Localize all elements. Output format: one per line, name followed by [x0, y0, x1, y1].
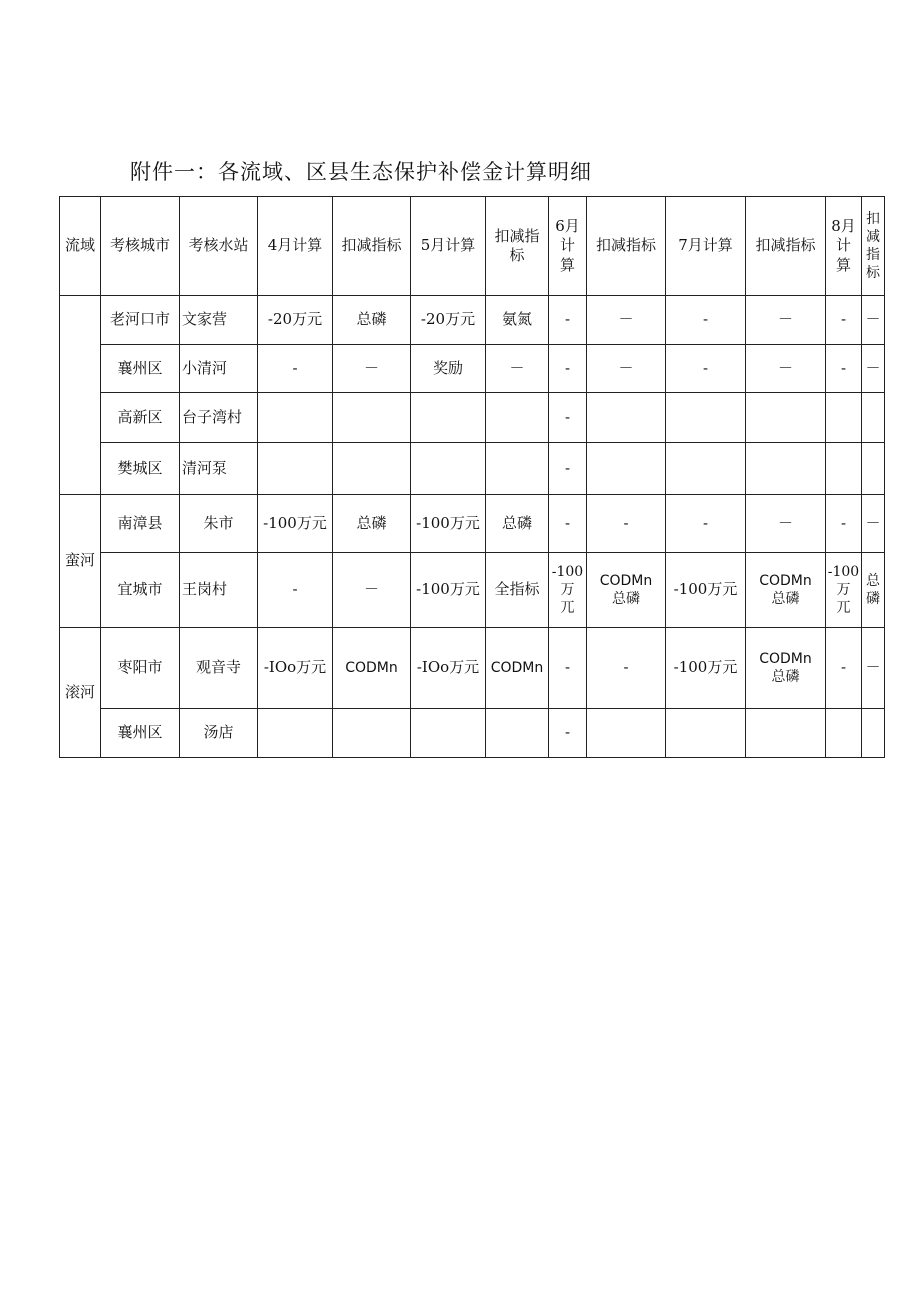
table-row	[60, 495, 885, 553]
table-cell: －	[862, 345, 885, 393]
compensation-table	[59, 196, 885, 758]
basin-cell: 蛮河	[60, 495, 101, 628]
table-cell	[411, 709, 486, 758]
table-cell: 氨氮	[486, 296, 549, 345]
table-cell: -	[549, 296, 587, 345]
header-cell: 扣减指 标	[486, 197, 549, 296]
table-cell: -20万元	[258, 296, 333, 345]
document-title: 附件一：各流域、区县生态保护补偿金计算明细	[130, 160, 592, 184]
table-cell	[258, 393, 333, 443]
table-row	[60, 443, 885, 495]
table-cell	[333, 709, 411, 758]
table-row	[60, 553, 885, 628]
table-cell: -	[826, 628, 862, 709]
table-cell: -	[587, 495, 666, 553]
table-cell	[587, 443, 666, 495]
table-cell	[862, 443, 885, 495]
header-cell: 扣减指标	[333, 197, 411, 296]
table-cell: 总磷	[333, 495, 411, 553]
table-cell	[746, 709, 826, 758]
table-cell	[826, 443, 862, 495]
table-cell: －	[746, 296, 826, 345]
table-cell: 小清河	[180, 345, 258, 393]
table-cell: -100万元	[666, 628, 746, 709]
header-cell: 4月计算	[258, 197, 333, 296]
table-cell: 总磷	[486, 495, 549, 553]
table-cell: CODMn 总磷	[746, 553, 826, 628]
table-cell: －	[486, 345, 549, 393]
table-cell	[746, 443, 826, 495]
header-cell: 6月 计 算	[549, 197, 587, 296]
table-cell: -IOo万元	[258, 628, 333, 709]
table-row	[60, 393, 885, 443]
table-cell: -IOo万元	[411, 628, 486, 709]
table-row	[60, 709, 885, 758]
table-cell: -100万元	[411, 495, 486, 553]
table-cell	[826, 393, 862, 443]
table-cell	[258, 709, 333, 758]
table-cell	[411, 443, 486, 495]
table-cell: 襄州区	[101, 345, 180, 393]
header-row	[60, 197, 885, 296]
table-cell: 樊城区	[101, 443, 180, 495]
table-cell: -	[549, 709, 587, 758]
table-cell	[666, 393, 746, 443]
table-cell: -100万元	[666, 553, 746, 628]
table-cell	[587, 393, 666, 443]
header-cell: 扣减指标	[587, 197, 666, 296]
table-cell: -100 万 兀	[826, 553, 862, 628]
header-cell: 流域	[60, 197, 101, 296]
table-cell	[486, 443, 549, 495]
table-cell: －	[746, 495, 826, 553]
header-cell: 考核城市	[101, 197, 180, 296]
table-cell: －	[746, 345, 826, 393]
table-cell	[862, 709, 885, 758]
table-cell: -	[549, 345, 587, 393]
header-cell: 扣 减 指 标	[862, 197, 885, 296]
table-cell	[826, 709, 862, 758]
table-cell: -	[549, 495, 587, 553]
header-cell: 考核水站	[180, 197, 258, 296]
table-cell: -	[826, 495, 862, 553]
table-cell	[862, 393, 885, 443]
header-cell: 扣减指标	[746, 197, 826, 296]
table-cell: -	[666, 296, 746, 345]
header-cell: 7月计算	[666, 197, 746, 296]
table-cell: 观音寺	[180, 628, 258, 709]
header-cell: 5月计算	[411, 197, 486, 296]
table-cell: -	[549, 393, 587, 443]
header-cell: 8月 计 算	[826, 197, 862, 296]
table-cell: 奖励	[411, 345, 486, 393]
table-cell: -	[826, 296, 862, 345]
table-cell: CODMn	[486, 628, 549, 709]
table-cell: －	[862, 296, 885, 345]
table-cell: －	[587, 296, 666, 345]
table-cell: -	[587, 628, 666, 709]
table-row	[60, 628, 885, 709]
table-cell: -100万元	[258, 495, 333, 553]
table-cell	[411, 393, 486, 443]
table-row	[60, 345, 885, 393]
table-cell	[666, 443, 746, 495]
table-cell: 清河泵	[180, 443, 258, 495]
table-cell: 南漳县	[101, 495, 180, 553]
table-cell	[666, 709, 746, 758]
table-cell: CODMn	[333, 628, 411, 709]
table-cell: CODMn 总磷	[746, 628, 826, 709]
table-cell: CODMn 总磷	[587, 553, 666, 628]
table-cell: 高新区	[101, 393, 180, 443]
table-cell: 老河口市	[101, 296, 180, 345]
table-cell: -20万元	[411, 296, 486, 345]
table-cell	[333, 393, 411, 443]
table-cell: －	[862, 495, 885, 553]
table-cell: －	[333, 553, 411, 628]
table-cell: 王岗村	[180, 553, 258, 628]
table-cell: -	[258, 553, 333, 628]
table-cell: -	[549, 443, 587, 495]
table-cell: 文家营	[180, 296, 258, 345]
table-cell: -	[826, 345, 862, 393]
table-cell	[486, 709, 549, 758]
table-cell: 宜城市	[101, 553, 180, 628]
table-cell	[486, 393, 549, 443]
basin-cell	[60, 296, 101, 495]
table-cell: 台子湾村	[180, 393, 258, 443]
table-cell: -	[258, 345, 333, 393]
table-cell: －	[333, 345, 411, 393]
table-cell: 襄州区	[101, 709, 180, 758]
table-cell	[587, 709, 666, 758]
table-cell	[333, 443, 411, 495]
table-cell: 朱市	[180, 495, 258, 553]
table-cell: -100万元	[411, 553, 486, 628]
table-cell: －	[862, 628, 885, 709]
table-cell: -	[549, 628, 587, 709]
table-cell: 枣阳市	[101, 628, 180, 709]
table-cell: 全指标	[486, 553, 549, 628]
table-cell: 总磷	[333, 296, 411, 345]
table-cell: 总 磷	[862, 553, 885, 628]
table-cell	[258, 443, 333, 495]
table-cell: -100 万 兀	[549, 553, 587, 628]
table-cell: 汤店	[180, 709, 258, 758]
table-cell: －	[587, 345, 666, 393]
table-cell: -	[666, 495, 746, 553]
table-cell	[746, 393, 826, 443]
table-row	[60, 296, 885, 345]
basin-cell: 滚河	[60, 628, 101, 758]
table-cell: -	[666, 345, 746, 393]
